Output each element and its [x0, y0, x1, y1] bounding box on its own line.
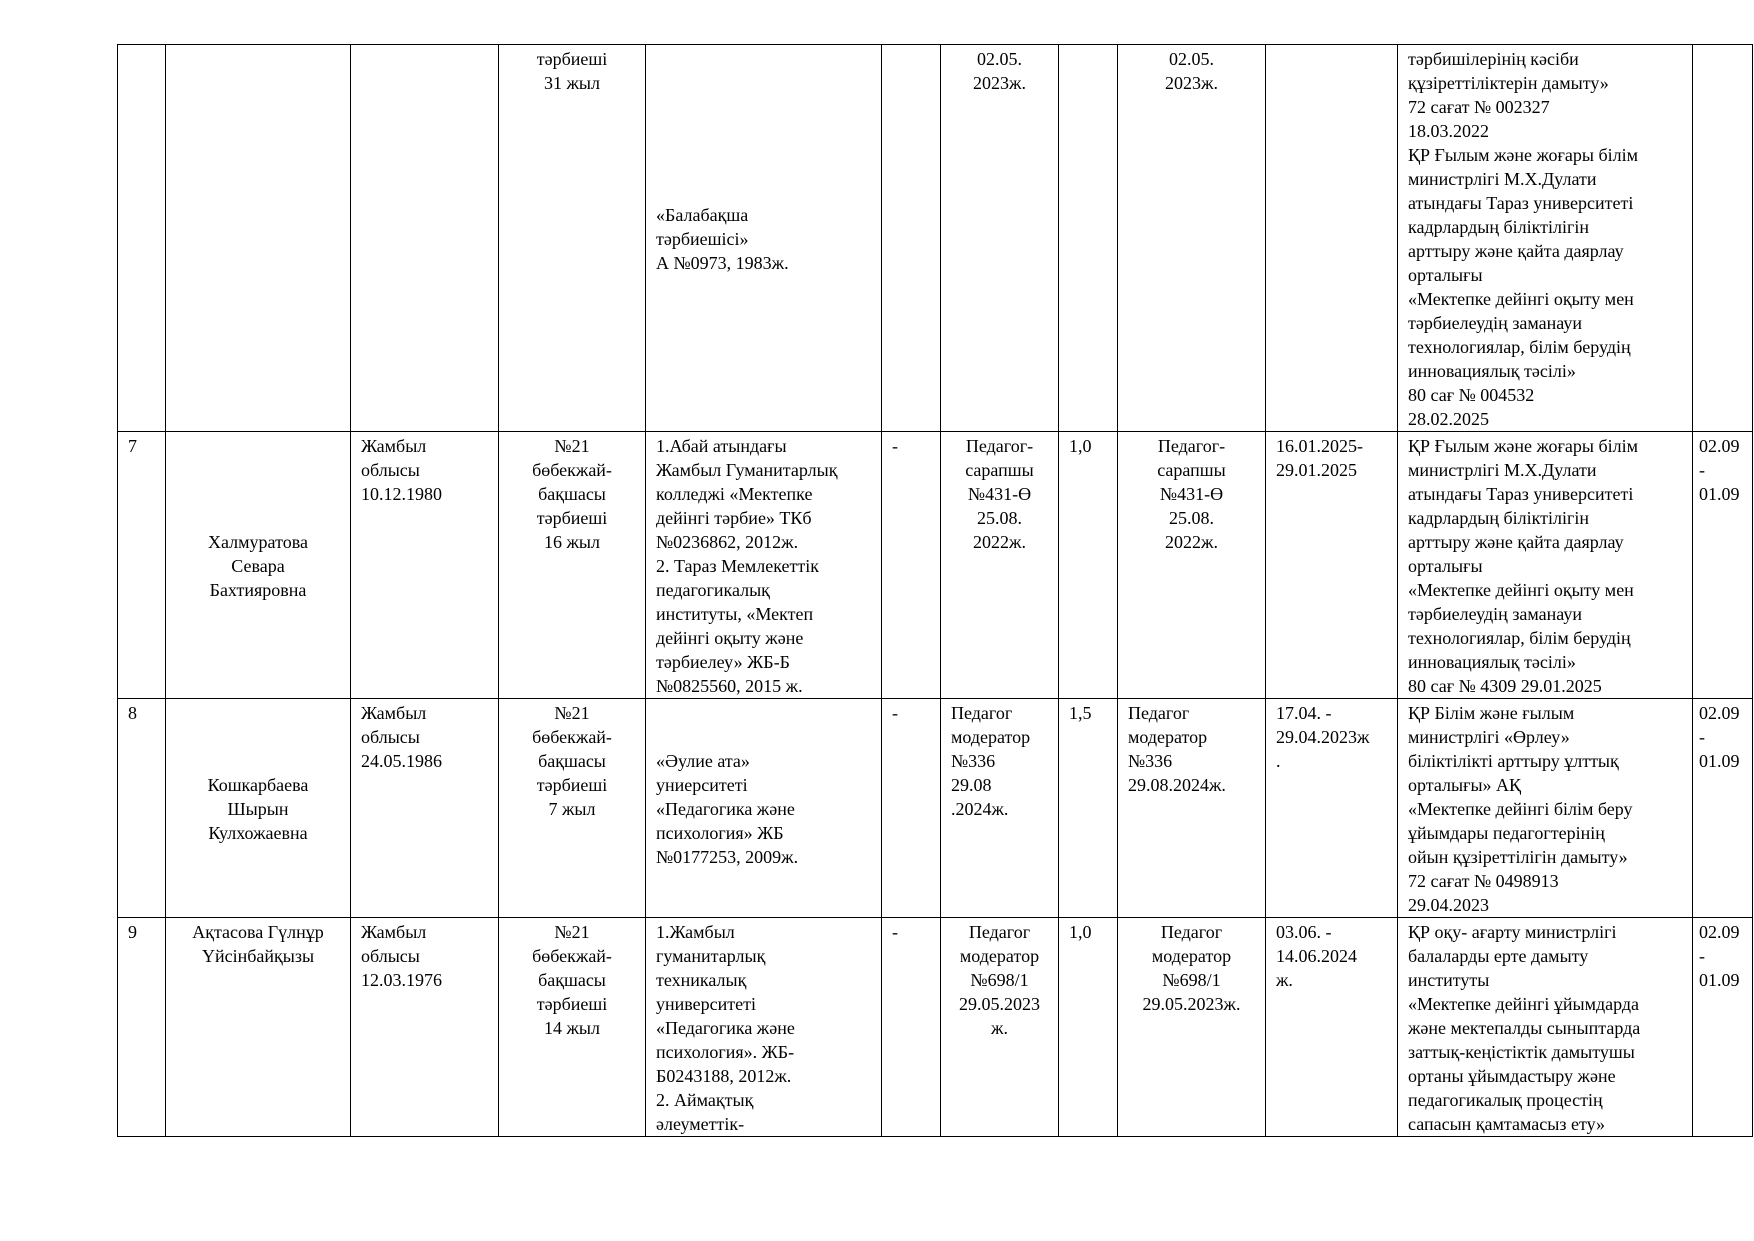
attestation-cell: Педагог модератор №698/1 29.05.2023ж.	[1118, 918, 1266, 1137]
dash-cell: -	[882, 432, 941, 699]
dash-cell	[882, 45, 941, 432]
workplace-experience-cell: №21 бөбекжай- бақшасы тәрбиеші 16 жыл	[499, 432, 646, 699]
category-cell: 02.05. 2023ж.	[941, 45, 1059, 432]
full-name-cell: Ақтасова Гүлнұр Үйсінбайқызы	[166, 918, 351, 1137]
table-row	[118, 699, 1753, 918]
full-name-cell: Халмуратова Севара Бахтияровна	[166, 432, 351, 699]
courses-cell: ҚР Ғылым және жоғары білім министрлігі М.Х.Дулати атындағы Тараз университеті кадрлардың біліктілігін арттыру және қайта даярлау орталығы «Мектепке дейінгі оқыту мен тәрбиелеудің заманауи технологиялар, білім берудің инновациялық тәсілі» 80 сағ № 4309 29.01.2025	[1398, 432, 1693, 699]
birth-place-date-cell: Жамбыл облысы 12.03.1976	[351, 918, 499, 1137]
attestation-cell: Педагог- сарапшы №431-Ө 25.08. 2022ж.	[1118, 432, 1266, 699]
courses-cell: ҚР оқу- ағарту министрлігі балаларды ерте дамыту институты «Мектепке дейінгі ұйымдарда және мектепалды сыныптарда заттық-кеңістіктік дамытушы ортаны ұйымдастыру және педагогикалық процестің сапасын қамтамасыз ету»	[1398, 918, 1693, 1137]
full-name-cell	[166, 45, 351, 432]
category-cell: Педагог- сарапшы №431-Ө 25.08. 2022ж.	[941, 432, 1059, 699]
course-period-cell: 17.04. - 29.04.2023ж .	[1266, 699, 1398, 918]
birth-place-date-cell: Жамбыл облысы 24.05.1986	[351, 699, 499, 918]
rate-cell: 1,5	[1059, 699, 1118, 918]
rate-cell	[1059, 45, 1118, 432]
attestation-cell: Педагог модератор №336 29.08.2024ж.	[1118, 699, 1266, 918]
full-name-cell: Кошкарбаева Шырын Кулхожаевна	[166, 699, 351, 918]
last-column-cell: 02.09 - 01.09	[1693, 918, 1753, 1137]
table-row	[118, 432, 1753, 699]
education-cell: «Әулие ата» униерситеті «Педагогика және психология» ЖБ №0177253, 2009ж.	[646, 699, 882, 918]
category-cell: Педагог модератор №336 29.08 .2024ж.	[941, 699, 1059, 918]
education-cell: 1.Жамбыл гуманитарлық техникалық университеті «Педагогика және психология». ЖБ- Б0243188, 2012ж. 2. Аймақтық әлеуметтік-	[646, 918, 882, 1137]
birth-place-date-cell	[351, 45, 499, 432]
courses-cell: ҚР Білім және ғылым министрлігі «Өрлеу» біліктілікті арттыру ұлттық орталығы» АҚ «Мектепке дейінгі білім беру ұйымдары педагогтерінің ойын құзіреттілігін дамыту» 72 сағат № 0498913 29.04.2023	[1398, 699, 1693, 918]
last-column-cell	[1693, 45, 1753, 432]
category-cell: Педагог модератор №698/1 29.05.2023 ж.	[941, 918, 1059, 1137]
last-column-cell: 02.09 - 01.09	[1693, 432, 1753, 699]
birth-place-date-cell: Жамбыл облысы 10.12.1980	[351, 432, 499, 699]
workplace-experience-cell: №21 бөбекжай- бақшасы тәрбиеші 7 жыл	[499, 699, 646, 918]
last-column-cell: 02.09 - 01.09	[1693, 699, 1753, 918]
attestation-cell: 02.05. 2023ж.	[1118, 45, 1266, 432]
row-number-cell: 8	[118, 699, 166, 918]
dash-cell: -	[882, 918, 941, 1137]
workplace-experience-cell: №21 бөбекжай- бақшасы тәрбиеші 14 жыл	[499, 918, 646, 1137]
row-number-cell: 9	[118, 918, 166, 1137]
rate-cell: 1,0	[1059, 918, 1118, 1137]
row-number-cell	[118, 45, 166, 432]
table-row	[118, 45, 1753, 432]
staff-table	[117, 44, 1753, 1137]
course-period-cell: 03.06. - 14.06.2024 ж.	[1266, 918, 1398, 1137]
education-cell: «Балабақша тәрбиешісі» А №0973, 1983ж.	[646, 45, 882, 432]
workplace-experience-cell: тәрбиеші 31 жыл	[499, 45, 646, 432]
education-cell: 1.Абай атындағы Жамбыл Гуманитарлық колледжі «Мектепке дейінгі тәрбие» ТКб №0236862, 2012ж. 2. Тараз Мемлекеттік педагогикалық институты, «Мектеп дейінгі оқыту және тәрбиелеу» ЖБ-Б №0825560, 2015 ж.	[646, 432, 882, 699]
dash-cell: -	[882, 699, 941, 918]
courses-cell: тәрбишілерінің кәсіби құзіреттіліктерін дамыту» 72 сағат № 002327 18.03.2022 ҚР Ғылым және жоғары білім министрлігі М.Х.Дулати атындағы Тараз университеті кадрлардың біліктілігін арттыру және қайта даярлау орталығы «Мектепке дейінгі оқыту мен тәрбиелеудің заманауи технологиялар, білім берудің инновациялық тәсілі» 80 сағ № 004532 28.02.2025	[1398, 45, 1693, 432]
row-number-cell: 7	[118, 432, 166, 699]
rate-cell: 1,0	[1059, 432, 1118, 699]
course-period-cell: 16.01.2025- 29.01.2025	[1266, 432, 1398, 699]
table-row	[118, 918, 1753, 1137]
course-period-cell	[1266, 45, 1398, 432]
